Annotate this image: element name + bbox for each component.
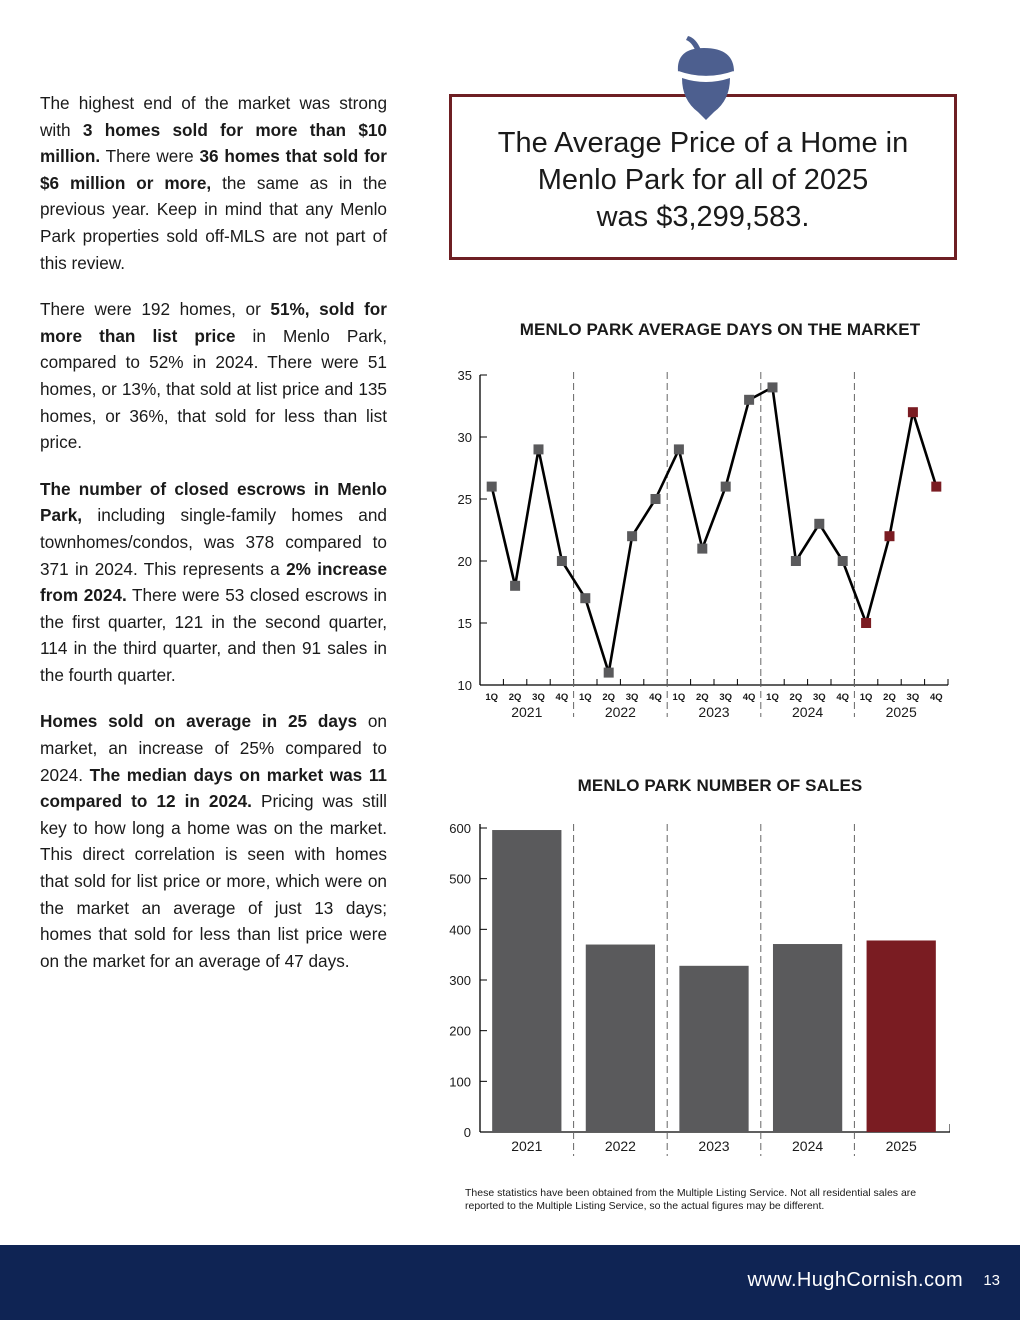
body-text-column [40, 90, 387, 994]
year-label: 2022 [604, 704, 636, 720]
category-label: 2024 [792, 1138, 824, 1154]
quarter-label: 4Q [929, 692, 943, 703]
quarter-label: 1Q [672, 692, 686, 703]
data-point [487, 482, 497, 492]
data-point [557, 556, 567, 566]
days-on-market-chart [450, 355, 950, 735]
bar [586, 945, 655, 1132]
quarter-label: 2Q [883, 692, 896, 703]
footer-bar [0, 1245, 1020, 1320]
category-label: 2021 [511, 1138, 543, 1154]
bar [492, 830, 561, 1132]
quarter-label: 3Q [532, 692, 545, 703]
y-tick-label: 500 [449, 871, 471, 887]
year-label: 2025 [885, 704, 917, 720]
quarter-label: 4Q [649, 692, 662, 703]
quarter-label: 3Q [719, 692, 733, 703]
quarter-label: 1Q [859, 692, 873, 703]
quarter-label: 4Q [836, 692, 850, 703]
quarter-label: 3Q [906, 692, 920, 703]
paragraph-days-on-market: Homes sold on average in 25 days on market, an increase of 25% compared to 2024. The median days on market was 11 compared to 12 in 2024. Pricing was still key to how long a home was on the market. This direct correlation is seen with homes that sold for list price or more, which were on the market an average of just 13 days; homes that sold for less than list price were on the market for an average of 47 days. [40, 711, 387, 971]
data-point [791, 556, 801, 566]
data-point [627, 531, 637, 541]
data-point [697, 544, 707, 554]
y-tick-label: 600 [449, 821, 471, 836]
quarter-label: 2Q [602, 692, 616, 703]
y-tick-label: 200 [449, 1023, 471, 1039]
quarter-label: 4Q [742, 692, 756, 703]
category-label: 2025 [885, 1138, 917, 1154]
category-label: 2022 [604, 1138, 636, 1154]
y-tick-label: 400 [449, 922, 471, 938]
quarter-label: 1Q [578, 692, 592, 703]
series-line [492, 387, 937, 672]
data-point [744, 395, 754, 405]
data-point [838, 556, 848, 566]
bar [773, 944, 842, 1132]
website-link[interactable]: www.HughCornish.com [747, 1269, 963, 1291]
data-point [651, 494, 661, 504]
acorn-nut [682, 78, 730, 120]
bar [867, 940, 936, 1132]
quarter-label: 2Q [508, 692, 522, 703]
quarter-label: 2Q [695, 692, 709, 703]
year-label: 2021 [511, 704, 543, 720]
acorn-icon [674, 34, 738, 122]
number-of-sales-chart-title: MENLO PARK NUMBER OF SALES [577, 776, 863, 795]
year-label: 2023 [698, 704, 730, 720]
y-tick-label: 300 [449, 973, 471, 988]
quarter-label: 4Q [555, 692, 569, 703]
quarter-label: 1Q [766, 692, 779, 703]
y-tick-label: 10 [457, 678, 472, 693]
paragraph-list-price: There were 192 homes, or 51%, sold for more than list price in Menlo Park, compared to 52% in 2024. There were 51 homes, or 13%, that sold at list price and 135 homes, or 36%, that sold for less than list price. [40, 299, 387, 453]
data-point [674, 444, 684, 454]
y-tick-label: 20 [457, 554, 472, 569]
days-on-market-chart-title: MENLO PARK AVERAGE DAYS ON THE MARKET [519, 320, 921, 339]
quarter-label: 3Q [812, 692, 826, 703]
quarter-label: 3Q [625, 692, 639, 703]
data-point [768, 382, 778, 392]
y-tick-label: 0 [463, 1125, 471, 1140]
data-point [814, 519, 824, 529]
data-point [861, 618, 871, 628]
paragraph-closed-escrows: The number of closed escrows in Menlo Park, including single-family homes and townhomes/condos, was 378 compared to 371 in 2024. This represents a 2% increase from 2024. There were 53 closed escrows in the first quarter, 121 in the second quarter, 114 in the third quarter, and then 91 sales in the fourth quarter. [40, 478, 388, 685]
y-tick-label: 35 [457, 368, 472, 383]
callout-text: The Average Price of a Home in Menlo Park for all of 2025 was $3,299,583. [497, 126, 909, 233]
year-label: 2024 [792, 704, 824, 720]
data-point [721, 482, 731, 492]
data-point [510, 581, 520, 591]
number-of-sales-chart [440, 810, 950, 1160]
category-label: 2023 [698, 1138, 730, 1154]
quarter-label: 2Q [789, 692, 803, 703]
y-tick-label: 30 [457, 430, 472, 445]
y-tick-label: 100 [449, 1074, 471, 1090]
page-number: 13 [983, 1272, 1000, 1289]
data-point [908, 407, 918, 417]
footnote: These statistics have been obtained from the Multiple Listing Service. Not all residential sales are reported to the Multiple Listing Service, so the actual figures may be different. [465, 1187, 917, 1212]
data-point [534, 444, 544, 454]
data-point [885, 531, 895, 541]
data-point [931, 482, 941, 492]
y-tick-label: 25 [457, 492, 472, 507]
quarter-label: 1Q [485, 692, 499, 703]
acorn-cap [678, 48, 734, 76]
y-tick-label: 15 [457, 616, 472, 631]
bar [679, 966, 748, 1132]
paragraph-high-end: The highest end of the market was strong with 3 homes sold for more than $10 million. There were 36 homes that sold for $6 million or more, the same as in the previous year. Keep in mind that any Menlo Park properties sold off-MLS are not part of this review. [40, 93, 387, 273]
data-point [580, 593, 590, 603]
data-point [604, 668, 614, 678]
